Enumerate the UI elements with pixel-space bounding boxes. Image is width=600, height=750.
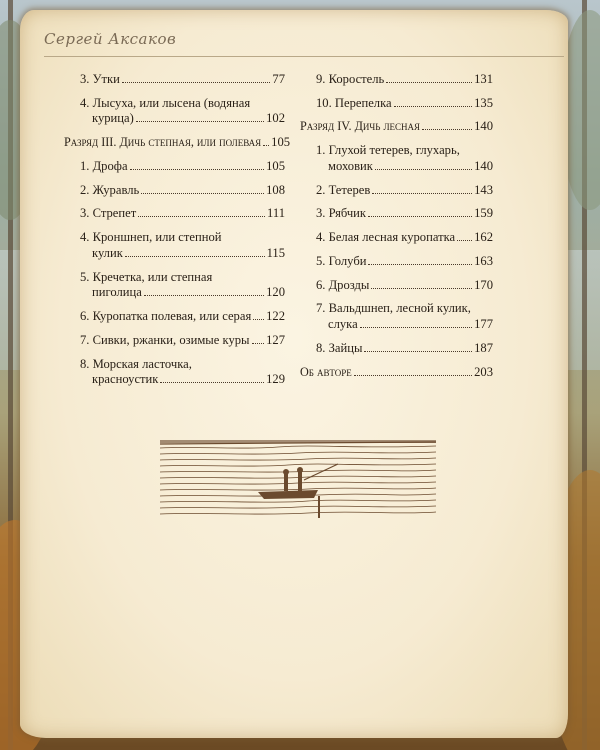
toc-entry[interactable] xyxy=(300,206,493,222)
toc-entry-title: 6. Дрозды xyxy=(316,277,370,292)
toc-entry-line xyxy=(80,159,285,175)
toc-leader-dots xyxy=(252,343,265,344)
toc-leader-dots xyxy=(457,240,472,241)
toc-page-number: 203 xyxy=(474,364,493,379)
toc-page-number: 163 xyxy=(474,253,493,268)
toc-entry-line xyxy=(80,206,285,222)
toc-entry-title: 5. Голуби xyxy=(316,253,367,268)
toc-entry-title: 2. Тетерев xyxy=(316,182,371,197)
toc-entry[interactable] xyxy=(300,143,493,174)
toc-entry-title: 8. Морская ласточка, xyxy=(80,356,192,371)
toc-entry-title: слука xyxy=(328,317,358,332)
toc-page-number: 129 xyxy=(266,372,285,387)
toc-entry[interactable] xyxy=(300,254,493,270)
toc-page-number: 77 xyxy=(272,72,285,86)
toc-leader-dots xyxy=(130,169,265,170)
toc-entry[interactable] xyxy=(64,72,285,88)
toc-entry-title: Разряд IV. Дичь лесная xyxy=(300,119,421,134)
toc-leader-dots xyxy=(371,288,472,289)
toc-entry-line xyxy=(80,111,285,127)
toc-entry-title: 10. Перепелка xyxy=(316,95,392,110)
toc-leader-dots xyxy=(253,319,264,320)
toc-entry-title: Разряд III. Дичь степная, или полевая xyxy=(64,135,262,150)
toc-entry[interactable] xyxy=(300,230,493,246)
toc-entry-line xyxy=(300,365,493,381)
toc-leader-dots xyxy=(125,256,265,257)
toc-page-number: 105 xyxy=(271,135,291,150)
toc-entry-title: 3. Стрепет xyxy=(80,206,137,221)
toc-page-number: 131 xyxy=(474,72,493,86)
toc-leader-dots xyxy=(263,145,269,146)
toc-entry-line xyxy=(316,317,493,333)
toc-entry-title: 3. Утки xyxy=(80,72,120,86)
toc-entry[interactable] xyxy=(300,301,493,332)
toc-entry[interactable] xyxy=(300,278,493,294)
toc-entry-title: 1. Дрофа xyxy=(80,158,128,173)
toc-leader-dots xyxy=(360,327,472,328)
header-divider xyxy=(44,56,564,57)
toc-entry-title: 1. Глухой тетерев, глухарь, xyxy=(316,143,460,158)
toc-entry-title: курица) xyxy=(92,111,134,126)
toc-column-left xyxy=(64,72,291,396)
toc-entry-title: 4. Кроншнеп, или степной xyxy=(80,230,222,245)
toc-entry[interactable] xyxy=(64,96,285,127)
toc-entry[interactable] xyxy=(64,206,285,222)
toc-page-number: 140 xyxy=(474,158,493,173)
toc-entry[interactable] xyxy=(300,341,493,357)
toc-column-right xyxy=(300,72,493,388)
toc-entry-line xyxy=(316,230,493,246)
toc-section-entry[interactable] xyxy=(300,365,493,381)
toc-leader-dots xyxy=(375,169,472,170)
toc-page-number: 187 xyxy=(474,340,493,355)
toc-entry-line xyxy=(300,119,493,135)
toc-page-number: 170 xyxy=(474,277,493,292)
toc-leader-dots xyxy=(141,193,264,194)
toc-entry-line xyxy=(316,72,493,88)
toc-entry[interactable] xyxy=(64,270,285,301)
toc-entry-title: красноустик xyxy=(92,372,159,387)
toc-page-number: 162 xyxy=(474,230,493,245)
toc-page-number: 120 xyxy=(266,285,285,300)
toc-leader-dots xyxy=(394,106,473,107)
toc-entry-title: пиголица xyxy=(92,285,142,300)
toc-leader-dots xyxy=(372,193,472,194)
toc-entry-title: 8. Зайцы xyxy=(316,340,363,355)
toc-entry-title: 4. Белая лесная куропатка xyxy=(316,230,456,245)
toc-entry[interactable] xyxy=(300,183,493,199)
toc-entry-line xyxy=(316,254,493,270)
toc-leader-dots xyxy=(138,216,265,217)
toc-entry-line xyxy=(80,183,285,199)
toc-page-number: 122 xyxy=(266,309,285,324)
toc-leader-dots xyxy=(122,82,271,83)
toc-entry-line xyxy=(316,159,493,175)
toc-leader-dots xyxy=(364,351,472,352)
toc-entry-line xyxy=(316,96,493,112)
toc-entry[interactable] xyxy=(64,357,285,388)
toc-entry-line xyxy=(316,341,493,357)
boat-on-lake-engraving-icon xyxy=(158,436,438,520)
toc-page-number: 140 xyxy=(474,119,493,134)
toc-leader-dots xyxy=(368,264,472,265)
toc-page-number: 135 xyxy=(474,95,493,110)
toc-entry-line xyxy=(80,333,285,349)
toc-leader-dots xyxy=(144,295,264,296)
toc-entry-line xyxy=(80,246,285,262)
toc-entry[interactable] xyxy=(64,183,285,199)
toc-entry-title: кулик xyxy=(92,245,123,260)
toc-leader-dots xyxy=(136,121,264,122)
toc-page-number: 177 xyxy=(474,317,493,332)
toc-entry-title: 9. Коростель xyxy=(316,72,385,86)
toc-page-number: 127 xyxy=(266,332,285,347)
toc-entry-title: 4. Лысуха, или лысена (водяная xyxy=(80,95,251,110)
toc-entry-title: моховик xyxy=(328,158,373,173)
toc-entry[interactable] xyxy=(300,72,493,88)
toc-page-number: 108 xyxy=(266,182,285,197)
toc-leader-dots xyxy=(368,216,472,217)
toc-page-number: 143 xyxy=(474,182,493,197)
toc-entry-line xyxy=(80,372,285,388)
toc-leader-dots xyxy=(386,82,472,83)
toc-entry-title: 6. Куропатка полевая, или серая xyxy=(80,309,252,324)
toc-section-entry[interactable] xyxy=(64,135,291,151)
toc-leader-dots xyxy=(422,129,472,130)
toc-entry[interactable] xyxy=(64,230,285,261)
toc-entry-line xyxy=(316,278,493,294)
toc-page-number: 159 xyxy=(474,206,493,221)
toc-entry-title: 5. Кречетка, или степная xyxy=(80,269,213,284)
toc-page-number: 115 xyxy=(266,245,285,260)
toc-entry-title: 7. Вальдшнеп, лесной кулик, xyxy=(316,301,471,316)
toc-entry-title: 2. Журавль xyxy=(80,182,140,197)
toc-entry-line xyxy=(316,183,493,199)
toc-entry-line xyxy=(64,135,291,151)
toc-entry[interactable] xyxy=(64,333,285,349)
toc-entry-line xyxy=(316,206,493,222)
running-header-author: Сергей Аксаков xyxy=(44,30,177,48)
toc-page-number: 111 xyxy=(267,206,285,221)
toc-entry-line xyxy=(80,72,285,88)
toc-leader-dots xyxy=(354,375,472,376)
toc-page-number: 102 xyxy=(266,111,285,126)
toc-page-number: 105 xyxy=(266,158,285,173)
toc-entry-title: Об авторе xyxy=(300,364,352,379)
toc-section-entry[interactable] xyxy=(300,119,493,135)
toc-entry-title: 3. Рябчик xyxy=(316,206,367,221)
toc-entry-line xyxy=(80,309,285,325)
toc-entry[interactable] xyxy=(64,309,285,325)
toc-entry[interactable] xyxy=(64,159,285,175)
toc-entry[interactable] xyxy=(300,96,493,112)
toc-entry-title: 7. Сивки, ржанки, озимые куры xyxy=(80,332,250,347)
toc-leader-dots xyxy=(160,382,264,383)
toc-entry-line xyxy=(80,285,285,301)
